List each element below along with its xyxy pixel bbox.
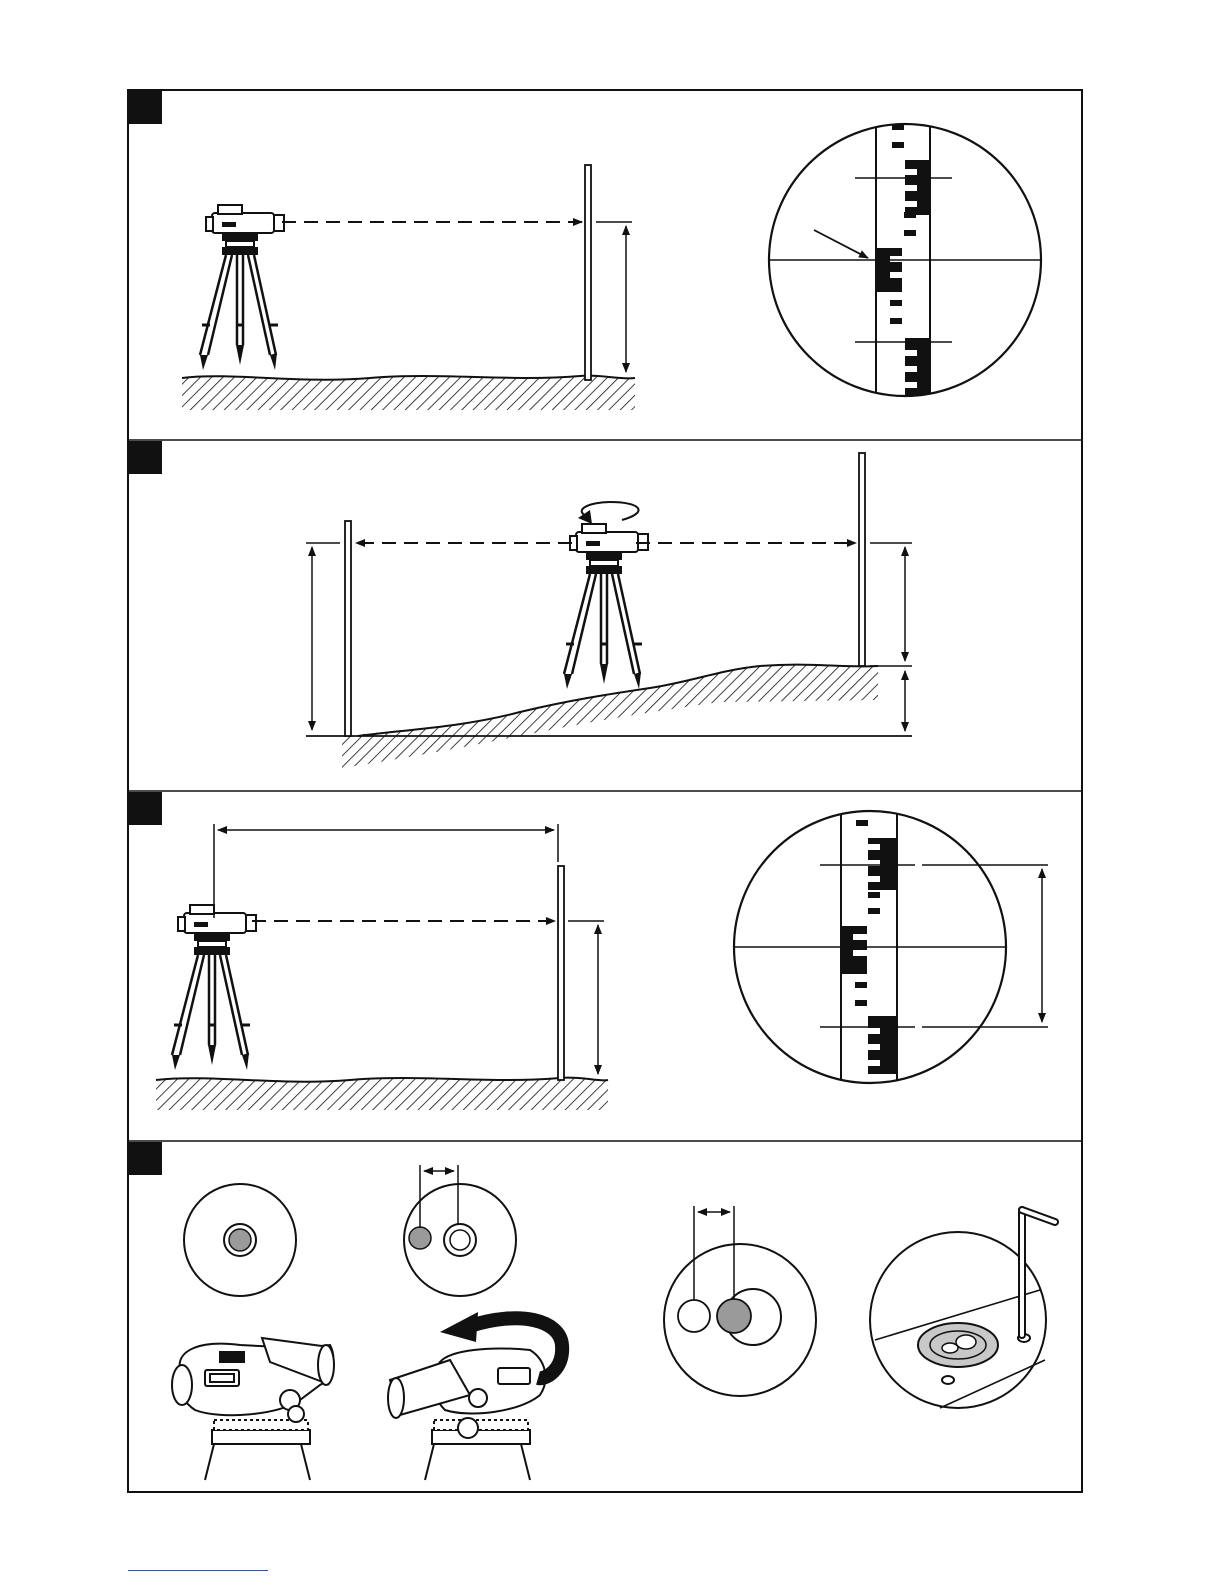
leveling-staff	[558, 866, 564, 1080]
tripod-level-instrument	[172, 905, 256, 1070]
leveling-staff-right	[859, 453, 865, 666]
reticle-view	[765, 120, 1045, 410]
tripod-level-instrument	[564, 524, 648, 689]
panel-tab-4	[129, 1142, 162, 1175]
panel-tab-1	[129, 91, 162, 124]
ground-hatch	[182, 376, 635, 410]
bubble-icon	[229, 1229, 251, 1251]
ground-hatch	[156, 1078, 608, 1110]
ground-hatch	[342, 665, 878, 768]
footer-link-underline[interactable]	[128, 1570, 268, 1571]
reading-pointer	[814, 230, 868, 258]
panel-3-illustration	[156, 800, 1048, 1110]
instrument-closeup-left	[172, 1338, 334, 1480]
panel-4-illustration	[172, 1165, 1055, 1480]
instrument-closeup-right	[388, 1349, 545, 1481]
bubble-icon	[409, 1227, 431, 1249]
panel-tab-3	[129, 792, 162, 825]
panel-2-illustration	[306, 453, 912, 768]
panel-1-illustration	[182, 120, 1045, 410]
reticle-view	[730, 800, 1010, 1090]
bubble-icon	[717, 1299, 751, 1333]
leveling-staff	[585, 165, 591, 380]
panel-tab-2	[129, 441, 162, 474]
tripod-level-instrument	[200, 205, 284, 370]
leveling-staff-left	[345, 521, 351, 736]
